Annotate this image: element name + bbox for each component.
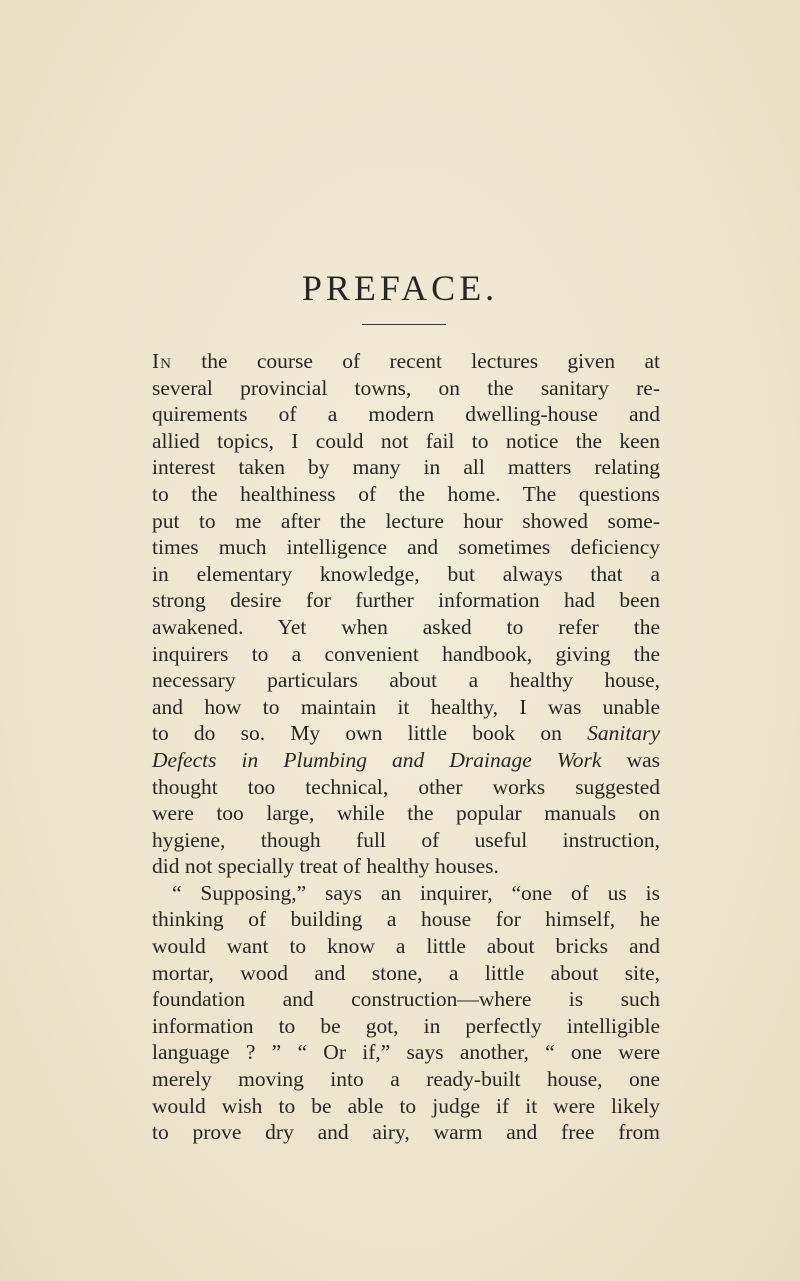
text-line: several provincial towns, on the sanitary re- [152,375,660,400]
page-title: PREFACE. [301,268,499,308]
text-line: Defects in Plumbing and Drainage Work was [152,747,661,772]
text-line: times much intelligence and sometimes deficiency [152,535,660,560]
text-line: would want to know a little about bricks and [152,934,660,959]
text-line: interest taken by many in all matters relating [152,455,660,480]
text-line: language ? ” “ Or if,” says another, “ one were [152,1040,660,1065]
text-line: allied topics, I could not fail to notice the keen [152,428,660,453]
book-title-italic: Sanitary [587,721,660,746]
text-line: to prove dry and airy, warm and free from [152,1120,660,1145]
text-line: inquirers to a convenient handbook, giving the [152,641,660,666]
text-line: awakened. Yet when asked to refer the [152,614,660,639]
book-title-italic: Defects in Plumbing and Drainage Work [152,747,602,772]
text-line: were too large, while the popular manuals on [152,801,660,826]
text-line: foundation and construction—where is such [152,987,660,1012]
text-line: put to me after the lecture hour showed some- [152,508,660,533]
text-line: in elementary knowledge, but always that a [152,561,660,586]
text-line: did not specially treat of healthy houses. [152,854,499,879]
text-line: quirements of a modern dwelling-house and [152,402,660,427]
text-line: information to be got, in perfectly intelligible [152,1013,660,1038]
preface-body [152,348,660,1146]
text-line: and how to maintain it healthy, I was unable [152,694,660,719]
text-line: hygiene, though full of useful instruction, [152,827,660,852]
text-line: “ Supposing,” says an inquirer, “one of us is [172,880,660,905]
title-rule [362,324,446,325]
text-line: to do so. My own little book on Sanitary [152,721,660,746]
text-line: mortar, wood and stone, a little about site, [152,960,660,985]
text-line: would wish to be able to judge if it were likely [152,1093,660,1118]
text-line: In the course of recent lectures given at [152,349,660,373]
text-line: to the healthiness of the home. The questions [152,481,660,506]
text-line: strong desire for further information had been [152,588,660,613]
text-line: thought too technical, other works suggested [152,774,660,799]
text-line: necessary particulars about a healthy house, [152,668,660,693]
text-line: merely moving into a ready-built house, one [152,1067,660,1092]
text-line: thinking of building a house for himself, he [152,907,660,932]
